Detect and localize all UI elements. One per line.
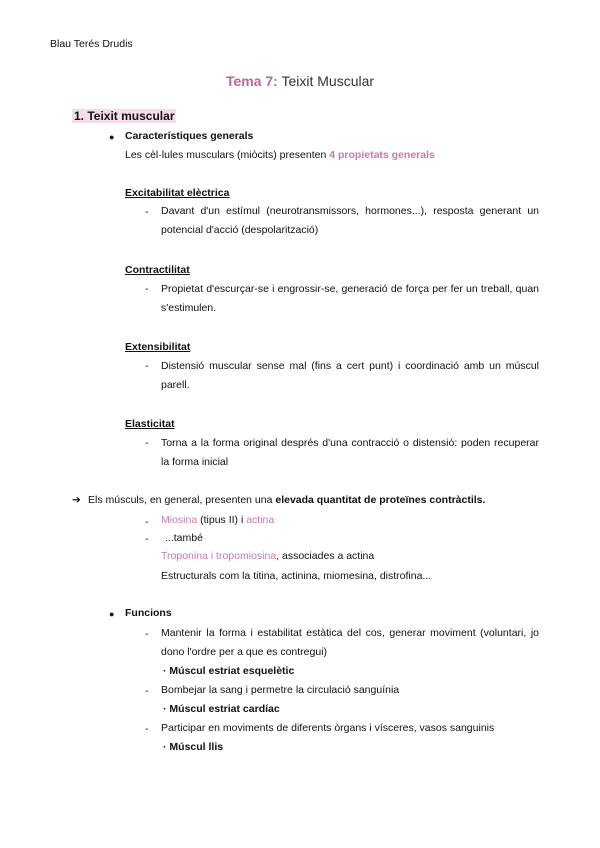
document-author: Blau Terés Drudis xyxy=(50,38,133,50)
property-heading: Contractilitat xyxy=(125,264,190,276)
dash-icon: - xyxy=(145,360,149,372)
proteins-miosina-line xyxy=(161,514,274,526)
dash-icon: - xyxy=(145,516,149,528)
topic-name: Teixit Muscular xyxy=(281,73,375,89)
troponina-term: Troponina i tropomiosina xyxy=(161,550,277,562)
property-description: Davant d'un estímul (neurotransmissors, hormones...), resposta generant un potencial d'acció (despolarització) xyxy=(161,205,539,236)
funcio-description: Bombejar la sang i permetre la circulació sanguínia xyxy=(161,684,400,696)
topic-number: Tema 7: xyxy=(225,73,278,89)
property-heading: Elasticitat xyxy=(125,418,175,430)
intro-highlight: 4 propietats generals xyxy=(329,149,435,161)
arrow-text: Els músculs, en general, presenten una xyxy=(88,494,276,506)
dash-icon: - xyxy=(145,206,149,218)
arrow-bold: elevada quantitat de proteïnes contràctils. xyxy=(275,494,486,506)
actina-term: actina xyxy=(246,514,275,526)
property-heading: Excitabilitat elèctrica xyxy=(125,187,230,199)
section-heading: 1. Teixit muscular xyxy=(74,109,175,123)
property-description: Torna a la forma original després d'una contracció o distensió: poden recuperar la forma inicial xyxy=(161,437,539,468)
muscle-type-label: · Múscul estriat esquelètic xyxy=(163,665,295,677)
property-heading: Extensibilitat xyxy=(125,341,191,353)
tipus-text: (tipus II) i xyxy=(197,514,247,526)
dash-icon: - xyxy=(145,628,149,640)
estructurals-line: Estructurals com la titina, actinina, miomesina, distrofina... xyxy=(161,570,432,582)
arrow-icon: ➔ xyxy=(72,494,81,506)
funcio-description: Mantenir la forma i estabilitat estàtica del cos, generar moviment (voluntari, jo dono l'ordre per a que es contregui) xyxy=(161,627,539,658)
subheading-funcions: Funcions xyxy=(125,607,172,619)
muscle-type-label: · Múscul llis xyxy=(163,741,224,753)
dash-icon: - xyxy=(145,723,149,735)
miosina-term: Miosina xyxy=(161,514,198,526)
arrow-statement xyxy=(88,494,485,506)
dash-icon: - xyxy=(145,533,149,545)
subheading-caracteristiques: Característiques generals xyxy=(125,130,254,142)
bullet-icon: ● xyxy=(109,609,115,619)
muscle-type-label: · Múscul estriat cardíac xyxy=(163,703,280,715)
troponina-line xyxy=(161,550,374,562)
property-description: Distensió muscular sense mal (fins a cert punt) i coordinació amb un múscul parell. xyxy=(161,360,539,391)
dash-icon: - xyxy=(145,685,149,697)
dash-icon: - xyxy=(145,283,149,295)
page-title xyxy=(0,73,600,89)
property-description: Propietat d'escurçar-se i engrossir-se, generació de força per fer un treball, quan s'estimulen. xyxy=(161,283,539,314)
tambe-text: ...també xyxy=(165,532,203,544)
dash-icon: - xyxy=(145,437,149,449)
intro-text: Les cèl·lules musculars (miòcits) presenten xyxy=(125,149,330,161)
troponina-rest: , associades a actina xyxy=(276,550,375,562)
funcio-description: Participar en moviments de diferents òrgans i vísceres, vasos sanguinis xyxy=(161,722,495,734)
bullet-icon: ● xyxy=(109,132,115,142)
intro-paragraph xyxy=(125,149,435,161)
